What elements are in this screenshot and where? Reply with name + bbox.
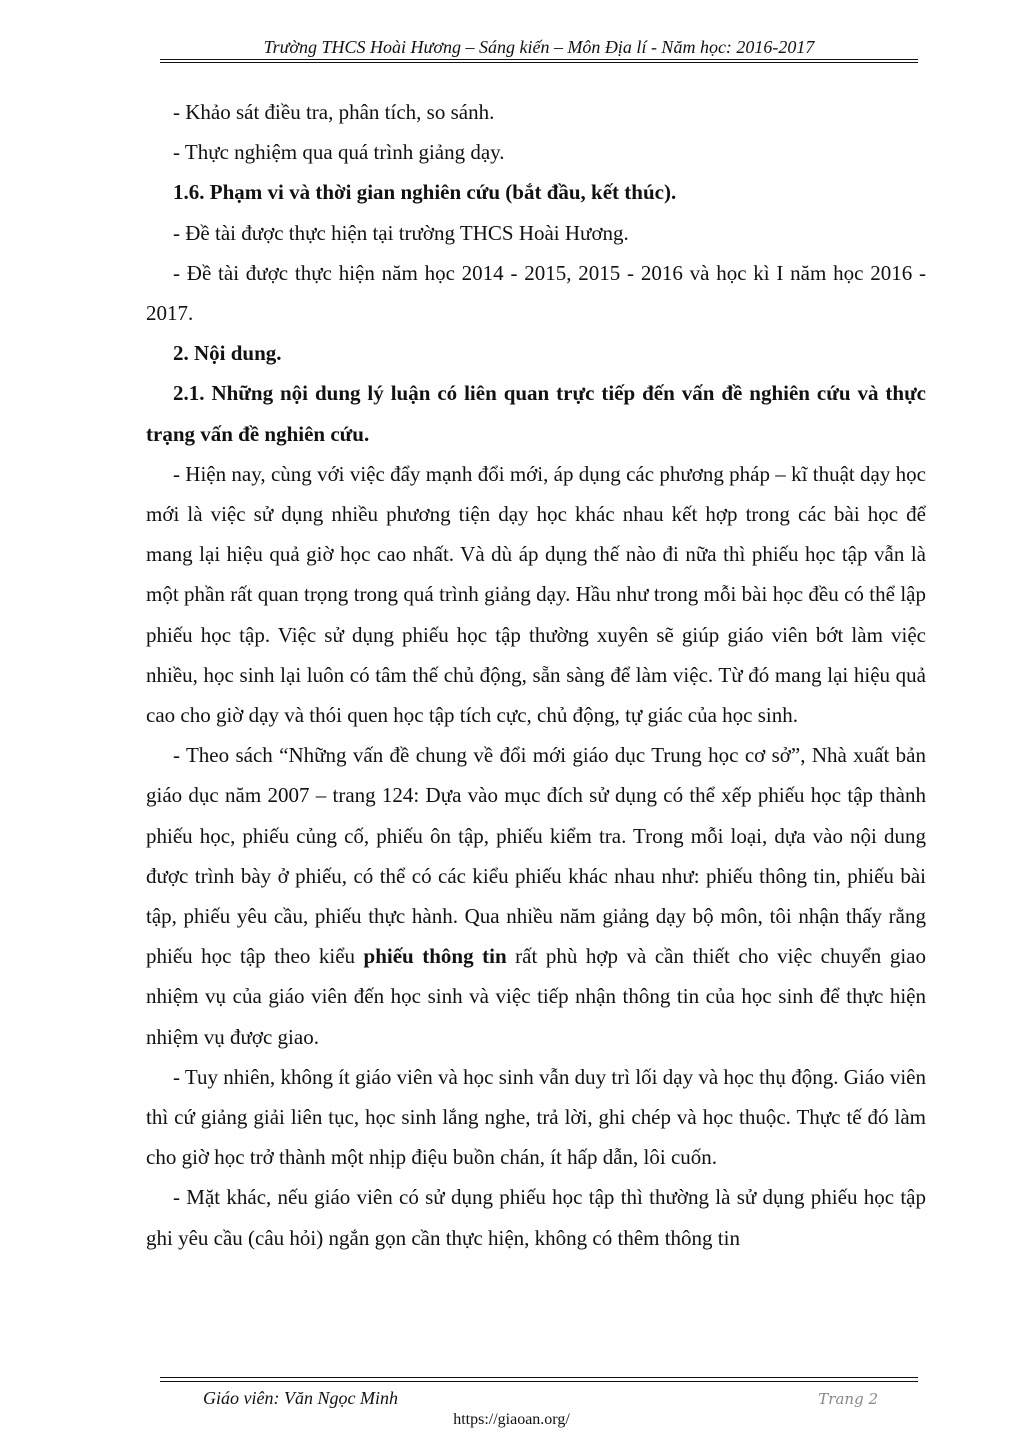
section-heading: 2.1. Những nội dung lý luận có liên quan trực tiếp đến vấn đề nghiên cứu và thực trạng vấn đề nghiên cứu. — [146, 381, 926, 446]
teacher-name: : Văn Ngọc Minh — [273, 1388, 398, 1408]
paragraph: - Tuy nhiên, không ít giáo viên và học sinh vẫn duy trì lối dạy và học thụ động. Giáo viên thì cứ giảng giải liên tục, học sinh lắng nghe, trả lời, ghi chép và học thuộc. Thực tế đó làm cho giờ học trở thành một nhịp điệu buồn chán, ít hấp dẫn, lôi cuốn. — [146, 1064, 926, 1170]
paragraph: - Thực nghiệm qua quá trình giảng dạy. — [173, 140, 505, 165]
paragraph-text: rất phù hợp và cần thiết cho việc chuyển giao nhiệm vụ của giáo viên đến học sinh và việc tiếp nhận thông tin của học sinh để thực hiện nhiệm vụ được giao. — [146, 944, 926, 1049]
footer-rule-thin — [160, 1381, 918, 1382]
paragraph: - Đề tài được thực hiện năm học 2014 - 2015, 2015 - 2016 và học kì I năm học 2016 - 2017. — [146, 260, 926, 326]
paragraph: - Mặt khác, nếu giáo viên có sử dụng phiếu học tập thì thường là sử dụng phiếu học tập ghi yêu cầu (câu hỏi) ngắn gọn cần thực hiện, không có thêm thông tin — [146, 1185, 926, 1250]
page-header: Trường THCS Hoài Hương – Sáng kiến – Môn Địa lí - Năm học: 2016-2017 — [263, 37, 815, 57]
paragraph-text: - Theo sách “Những vấn đề chung về đổi mới giáo dục Trung học cơ sở”, Nhà xuất bản giáo dục năm 2007 – trang 124: Dựa vào mục đích sử dụng có thể xếp phiếu học tập thành phiếu học, phiếu củng cố, phiếu ôn tập, phiếu kiểm tra. Trong mỗi loại, dựa vào nội dung được trình bày ở phiếu, có thể có các kiểu phiếu khác nhau như: phiếu thông tin, phiếu bài tập, phiếu yêu cầu, phiếu thực hành. Qua nhiều năm giảng dạy bộ môn, tôi nhận thấy rằng phiếu học tập theo kiểu — [146, 743, 926, 969]
paragraph: - Khảo sát điều tra, phân tích, so sánh. — [173, 100, 495, 124]
footer-rule-thick — [160, 1377, 918, 1378]
page-number: Trang 2 — [818, 1390, 878, 1408]
paragraph — [146, 735, 926, 1057]
header-rule-thick — [160, 59, 918, 60]
source-url[interactable]: https://giaoan.org/ — [453, 1411, 570, 1428]
paragraph: - Đề tài được thực hiện tại trường THCS Hoài Hương. — [173, 220, 629, 245]
section-heading: 2. Nội dung. — [173, 341, 282, 366]
document-body — [146, 92, 926, 1258]
section-heading: 1.6. Phạm vi và thời gian nghiên cứu (bắt đầu, kết thúc). — [173, 180, 677, 205]
teacher-credit — [203, 1388, 398, 1409]
header-rule-thin — [160, 62, 918, 63]
paragraph: - Hiện nay, cùng với việc đẩy mạnh đổi mới, áp dụng các phương pháp – kĩ thuật dạy học mới là việc sử dụng nhiều phương tiện dạy học khác nhau kết hợp trong các bài học để mang lại hiệu quả giờ học cao nhất. Và dù áp dụng thế nào đi nữa thì phiếu học tập vẫn là một phần rất quan trọng trong quá trình giảng dạy. Hầu như trong mỗi bài học đều có thể lập phiếu học tập. Việc sử dụng phiếu học tập thường xuyên sẽ giúp giáo viên bớt làm việc nhiều, học sinh lại luôn có tâm thế chủ động, sẵn sàng để làm việc. Từ đó mang lại hiệu quả cao cho giờ dạy và thói quen học tập tích cực, chủ động, tự giác của học sinh. — [146, 461, 926, 728]
emphasis-text: phiếu thông tin — [363, 944, 507, 969]
teacher-label: Giáo viên — [203, 1388, 274, 1408]
